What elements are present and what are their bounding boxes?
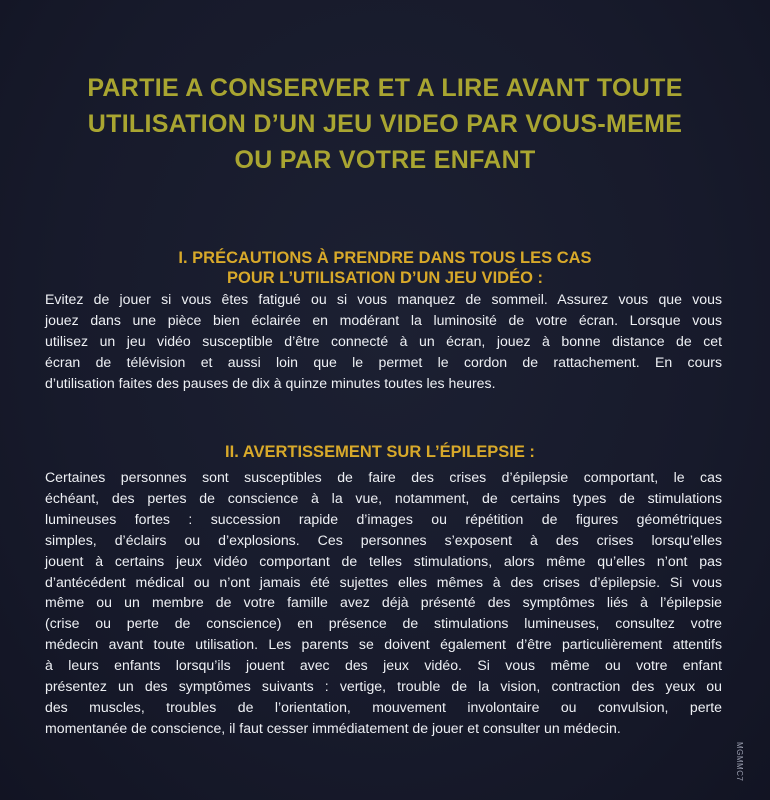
text-line: (crise ou perte de conscience) en présence de stimulations lumineuses, consultez votre [45, 615, 722, 632]
text-line: momentanée de conscience, il faut cesser immédiatement de jouer et consulter un médecin. [45, 719, 621, 736]
text-line: Certaines personnes sont susceptibles de faire des crises d’épilepsie comportant, le cas [45, 469, 722, 485]
text-line: Evitez de jouer si vous êtes fatigué ou si vous manquez de sommeil. Assurez vous que vous [45, 291, 722, 307]
text-line: simples, d’éclairs ou d’explosions. Ces personnes s’exposent à des crises lorsqu’elles [45, 531, 722, 548]
text-line: des muscles, troubles de l’orientation, mouvement involontaire ou convulsion, perte [45, 698, 722, 715]
text-line: même ou un membre de votre famille avez déjà présenté des symptômes liés à l’épilepsie [45, 594, 722, 611]
margin-code: MGMMC7 [735, 742, 744, 782]
text-line: jouent à certains jeux vidéo comportant de telles stimulations, alors même qu’elles n’ont pas [45, 552, 722, 569]
text-line: écran de télévision et aussi loin que le permet le cordon de rattachement. En cours [45, 353, 722, 370]
heading-line: II. AVERTISSEMENT SUR L’ÉPILEPSIE : [225, 443, 535, 461]
heading-line: I. PRÉCAUTIONS À PRENDRE DANS TOUS LES CAS [178, 249, 592, 267]
text-line: lumineuses fortes : succession rapide d’images ou répétition de figures géométriques [45, 510, 722, 527]
section-heading-precautions [60, 248, 710, 288]
text-line: utilisez un jeu vidéo susceptible d’être connecté à un écran, jouez à bonne distance de cet [45, 332, 722, 349]
section-heading-epilepsy [120, 442, 640, 462]
text-line: d’utilisation faites des pauses de dix à quinze minutes toutes les heures. [45, 374, 496, 391]
text-line: d’antécédent médical ou n’ont jamais été sujettes elles mêmes à des crises d’épilepsie. Si vous [45, 573, 722, 590]
title-line: UTILISATION D’UN JEU VIDEO PAR VOUS-MEME [87, 110, 683, 138]
text-line: jouez dans une pièce bien éclairée en modérant la luminosité de votre écran. Lorsque vous [45, 311, 722, 328]
text-line: à leurs enfants lorsqu’ils jouent avec des jeux vidéo. Si vous même ou votre enfant [45, 657, 722, 674]
text-line: présentez un des symptômes suivants : vertige, trouble de la vision, contraction des yeux ou [45, 678, 722, 695]
text-line: médecin avant toute utilisation. Les parents se doivent également d’être particulièrement attentifs [45, 636, 722, 653]
precautions-paragraph [45, 289, 722, 394]
epilepsy-paragraph [45, 467, 722, 739]
text-line: échéant, des pertes de conscience à la vue, notamment, de certains types de stimulations [45, 489, 722, 506]
page-title [40, 70, 730, 178]
title-line: OU PAR VOTRE ENFANT [234, 146, 536, 174]
title-line: PARTIE A CONSERVER ET A LIRE AVANT TOUTE [87, 74, 683, 102]
heading-line: POUR L’UTILISATION D’UN JEU VIDÉO : [227, 269, 543, 287]
